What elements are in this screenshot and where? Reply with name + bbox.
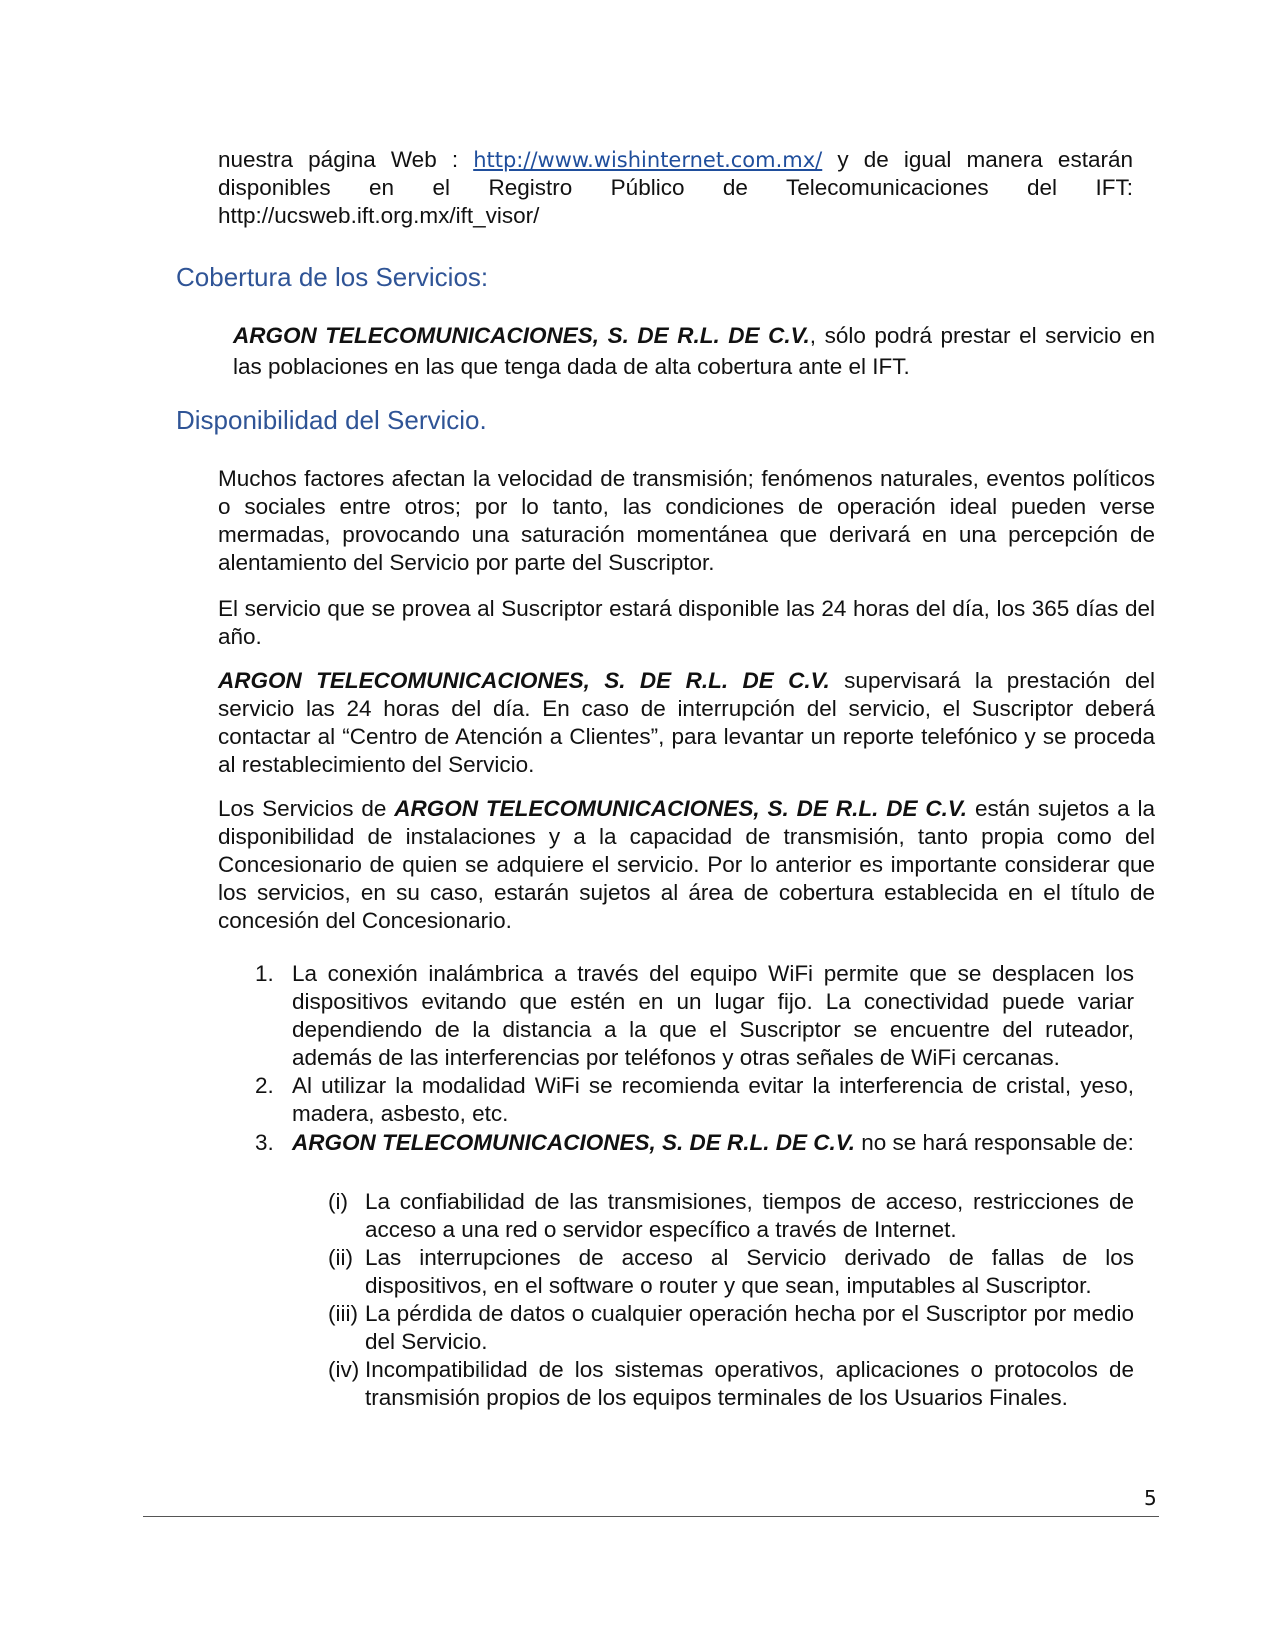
list-number: 1. xyxy=(255,961,274,986)
list-number: 3. xyxy=(255,1130,274,1155)
sub-list-item-text: La pérdida de datos o cualquier operación hecha por el Suscriptor por medio del Servicio. xyxy=(365,1301,1134,1354)
paragraph-4-text: están sujetos a la disponibilidad de instalaciones y a la capacidad de transmisión, tanto propia como del Concesionario de quien se adquiere el servicio. Por lo anterior es importante considerar que los servicios, en su caso, estarán sujetos al área de cobertura establecida en el título de concesión del Concesionario. xyxy=(218,796,1155,933)
availability-heading: Disponibilidad del Servicio. xyxy=(176,405,487,435)
sub-list-number: (ii) xyxy=(328,1245,353,1270)
sub-list-number: (iv) xyxy=(328,1357,360,1382)
sub-list-item xyxy=(328,1188,1134,1244)
sub-list-item xyxy=(328,1300,1134,1356)
availability-paragraph-4 xyxy=(218,795,1155,935)
coverage-paragraph xyxy=(233,320,1155,382)
sub-list-number: (iii) xyxy=(328,1301,358,1326)
list-item xyxy=(255,960,1134,1072)
paragraph-3-text: supervisará la prestación del servicio las 24 horas del día. En caso de interrupción del servicio, el Suscriptor deberá contactar al “Centro de Atención a Clientes”, para levantar un reporte telefónico y se proceda al restablecimiento del Servicio. xyxy=(218,668,1155,777)
sub-list-item xyxy=(328,1244,1134,1300)
website-link[interactable]: http://www.wishinternet.com.mx/ xyxy=(473,148,823,172)
list-item-text: Al utilizar la modalidad WiFi se recomienda evitar la interferencia de cristal, yeso, madera, asbesto, etc. xyxy=(292,1073,1134,1126)
item-3-text: no se hará responsable de: xyxy=(854,1130,1134,1155)
sub-list-item-text: Las interrupciones de acceso al Servicio derivado de fallas de los dispositivos, en el software o router y que sean, imputables al Suscriptor. xyxy=(365,1245,1134,1298)
sub-list-item xyxy=(328,1356,1134,1412)
intro-text: nuestra página Web : xyxy=(218,147,474,172)
list-item-text xyxy=(292,1128,1134,1158)
list-item-text: La conexión inalámbrica a través del equipo WiFi permite que se desplacen los dispositivos evitando que estén en un lugar fijo. La conectividad puede variar dependiendo de la distancia a la que el Suscriptor se encuentre del ruteador, además de las interferencias por teléfonos y otras señales de WiFi cercanas. xyxy=(292,961,1134,1070)
coverage-text: , sólo podrá prestar el servicio en las poblaciones en las que tenga dada de alta cobertura ante el IFT. xyxy=(233,323,1155,379)
paragraph-4-lead: Los Servicios de xyxy=(218,796,395,821)
list-item xyxy=(255,1128,1134,1158)
page-number: 5 xyxy=(1144,1486,1157,1510)
company-name: ARGON TELECOMUNICACIONES, S. DE R.L. DE C.V. xyxy=(233,323,810,348)
company-name: ARGON TELECOMUNICACIONES, S. DE R.L. DE C.V. xyxy=(292,1130,855,1155)
footer-divider xyxy=(143,1516,1159,1517)
sub-list-item-text: Incompatibilidad de los sistemas operativos, aplicaciones o protocolos de transmisión propios de los equipos terminales de los Usuarios Finales. xyxy=(365,1357,1134,1410)
coverage-heading: Cobertura de los Servicios: xyxy=(176,262,489,292)
list-item xyxy=(255,1072,1134,1128)
list-number: 2. xyxy=(255,1073,274,1098)
company-name: ARGON TELECOMUNICACIONES, S. DE R.L. DE C.V. xyxy=(394,796,968,821)
intro-text-continued: y de igual manera estarán disponibles en el Registro Público de Telecomunicaciones del IFT: http://ucsweb.ift.org.mx/ift_visor/ xyxy=(218,147,1133,228)
availability-paragraph-3 xyxy=(218,667,1155,779)
sub-list-item-text: La confiabilidad de las transmisiones, tiempos de acceso, restricciones de acceso a una red o servidor específico a través de Internet. xyxy=(365,1189,1134,1242)
availability-paragraph-2: El servicio que se provea al Suscriptor estará disponible las 24 horas del día, los 365 días del año. xyxy=(218,596,1155,649)
intro-paragraph xyxy=(218,146,1133,230)
company-name: ARGON TELECOMUNICACIONES, S. DE R.L. DE C.V. xyxy=(218,668,830,693)
sub-list-number: (i) xyxy=(328,1189,348,1214)
availability-paragraph-1: Muchos factores afectan la velocidad de transmisión; fenómenos naturales, eventos políticos o sociales entre otros; por lo tanto, las condiciones de operación ideal pueden verse mermadas, provocando una saturación momentánea que derivará en una percepción de alentamiento del Servicio por parte del Suscriptor. xyxy=(218,466,1155,575)
